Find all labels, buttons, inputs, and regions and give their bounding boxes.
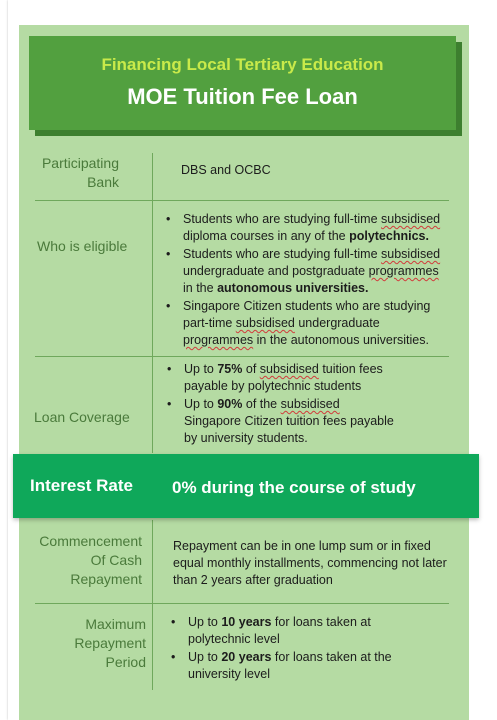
header-title: MOE Tuition Fee Loan xyxy=(127,84,358,109)
commencement-value: Repayment can be in one lump sum or in fixed equal monthly installments, commencing not later than 2 years after graduation xyxy=(173,539,447,587)
list-item: • Up to 10 years for loans taken at polytechnic level xyxy=(171,615,371,646)
list-item: • Students who are studying full-time subsidised diploma courses in any of the polytechnics. xyxy=(166,212,441,243)
row-label-commencement: Commencement Of Cash Repayment xyxy=(39,533,142,587)
row-divider xyxy=(35,356,449,357)
row-label-coverage: Loan Coverage xyxy=(34,409,130,425)
row-divider xyxy=(35,603,449,604)
row-divider xyxy=(35,200,449,201)
bank-value: DBS and OCBC xyxy=(181,163,271,177)
row-label-bank: Participating Bank xyxy=(41,155,119,190)
list-item: • Up to 90% of the subsidised Singapore Citizen tuition fees payable by university students. xyxy=(167,397,394,445)
interest-rate-label: Interest Rate xyxy=(30,476,133,495)
list-item: • Singapore Citizen students who are studying part-time subsidised undergraduate programmes in the autonomous universities. xyxy=(166,299,431,347)
eligible-list xyxy=(162,211,462,350)
column-divider xyxy=(152,520,153,690)
list-item: • Students who are studying full-time subsidised undergraduate and postgraduate programmes in the autonomous universities. xyxy=(166,247,441,295)
list-item: • Up to 20 years for loans taken at the university level xyxy=(171,650,392,681)
interest-rate-band xyxy=(13,454,479,518)
header-banner xyxy=(29,36,456,130)
interest-rate-value: 0% during the course of study xyxy=(172,478,416,497)
maximum-list xyxy=(167,614,457,684)
coverage-list xyxy=(163,361,453,448)
list-item: • Up to 75% of subsidised tuition fees payable by polytechnic students xyxy=(167,362,383,393)
column-divider xyxy=(152,153,153,453)
header-subtitle: Financing Local Tertiary Education xyxy=(101,55,384,74)
row-label-eligible: Who is eligible xyxy=(37,238,128,254)
row-label-maximum: Maximum Repayment Period xyxy=(74,616,146,670)
